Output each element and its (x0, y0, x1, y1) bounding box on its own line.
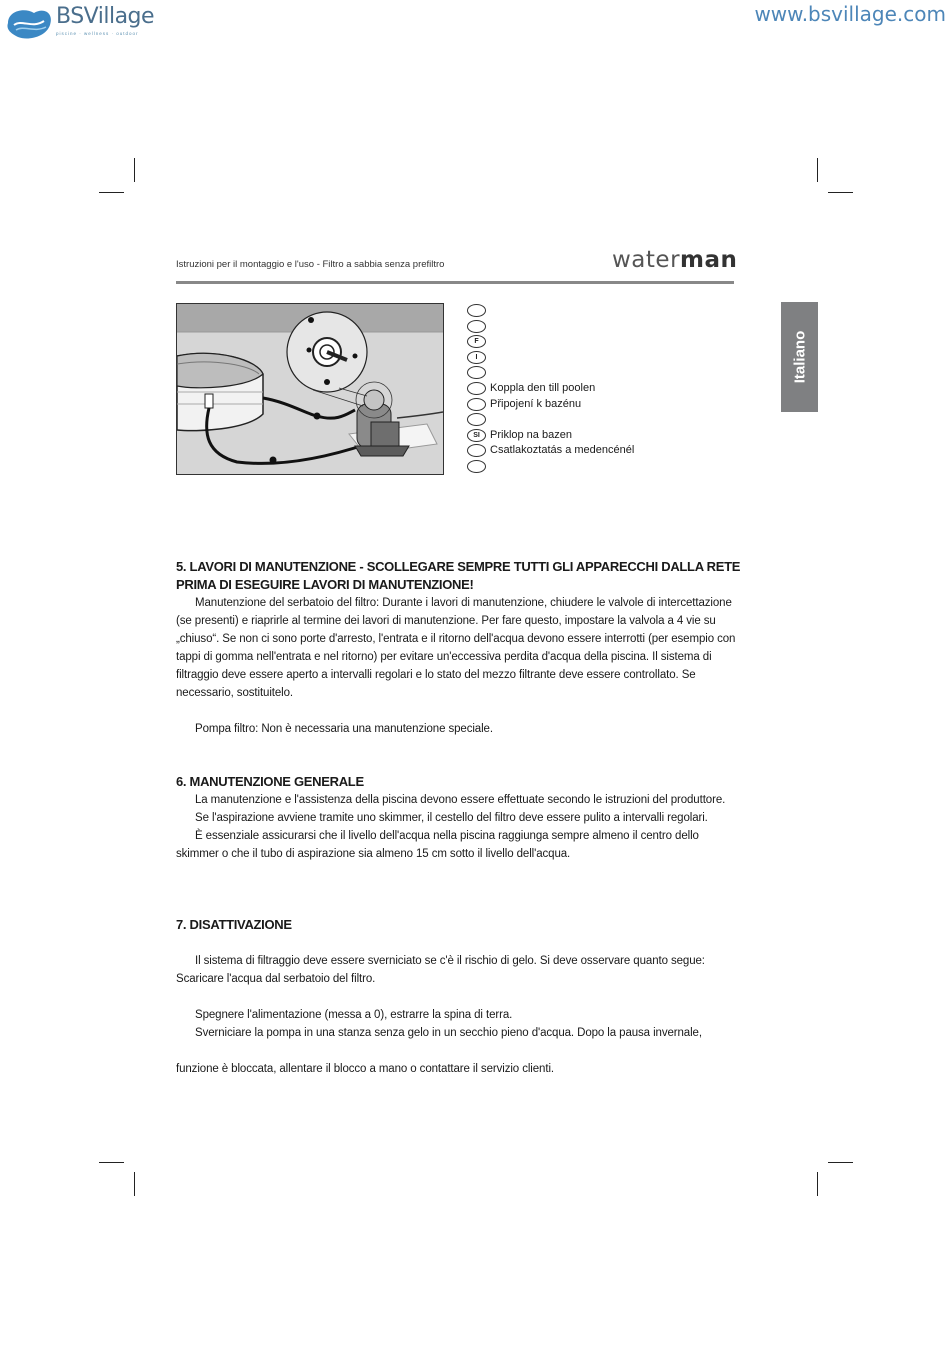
language-code-badge (467, 304, 486, 317)
crop-mark (828, 192, 853, 193)
language-label: Italiano (791, 330, 808, 384)
language-code-badge (467, 382, 486, 395)
section-7-line-2: Spegnere l'alimentazione (messa a 0), estrarre la spina di terra. (195, 1009, 513, 1021)
crop-mark (99, 1162, 124, 1163)
crop-mark (134, 158, 135, 182)
legend-text: Připojení k bazénu (490, 397, 582, 410)
language-code-badge (467, 460, 486, 473)
legend-text: Priklop na bazen (490, 428, 572, 441)
bsvillage-logo-name: BSVillage (56, 4, 155, 29)
document-header-title: Istruzioni per il montaggio e l'uso - Filtro a sabbia senza prefiltro (176, 259, 445, 270)
language-code-badge (467, 320, 486, 333)
section-6-title: 6. MANUTENZIONE GENERALE (176, 774, 364, 789)
section-6-line-3: È essenziale assicurarsi che il livello dell'acqua nella piscina raggiunga sempre almeno il centro dello skimmer o che il tubo di aspirazione sia almeno 15 cm sotto il livello dell'acqua. (176, 830, 699, 860)
language-code-badge: I (467, 351, 486, 364)
section-7-line-3: Sverniciare la pompa in una stanza senza gelo in un secchio pieno d'acqua. Dopo la pausa invernale, (195, 1027, 702, 1039)
crop-mark (817, 158, 818, 182)
brand-bold-text: man (680, 247, 738, 273)
brand-light-text: water (612, 247, 681, 273)
section-7-line-4: funzione è bloccata, allentare il blocco a mano o contattare il servizio clienti. (176, 1063, 554, 1075)
section-5-paragraph-2: Pompa filtro: Non è necessaria una manutenzione speciale. (195, 723, 493, 735)
language-code-badge (467, 444, 486, 457)
section-6-line-2: Se l'aspirazione avviene tramite uno skimmer, il cestello del filtro deve essere pulito a intervalli regolari. (195, 812, 708, 824)
section-6-line-1: La manutenzione e l'assistenza della piscina devono essere effettuate secondo le istruzioni del produttore. (195, 794, 726, 806)
header-divider (176, 281, 734, 284)
section-7-title: 7. DISATTIVAZIONE (176, 917, 292, 932)
language-code-badge: F (467, 335, 486, 348)
waterman-brand-logo (612, 247, 737, 273)
section-5-paragraph-1: Manutenzione del serbatoio del filtro: Durante i lavori di manutenzione, chiudere le valvole di intercettazione (se presenti) e riaprirle al termine dei lavori di manutenzione. Per fare questo, impostare la valvola a 4 vie su „chiuso“. Se non ci sono porte d'arresto, l'entrata e il ritorno dell'acqua devono essere interrotti (per esempio con tappi di gomma nell'entrata e nel ritorno) per evitare un'eccessiva perdita d'acqua della piscina. Il sistema di filtraggio deve essere aperto a intervalli regolari e lo stato del mezzo filtrante deve essere controllato. Se necessario, sostituitelo. (176, 597, 736, 699)
crop-mark (134, 1172, 135, 1196)
crop-mark (817, 1172, 818, 1196)
legend-text: Koppla den till poolen (490, 382, 596, 394)
section-5-title-line-1: 5. LAVORI DI MANUTENZIONE - SCOLLEGARE SEMPRE TUTTI GLI APPARECCHI DALLA RETE (176, 559, 741, 574)
language-code-badge (467, 366, 486, 379)
crop-mark (99, 192, 124, 193)
crop-mark (828, 1162, 853, 1163)
language-side-tab (781, 302, 818, 412)
bsvillage-logo-tagline: piscine · wellness · outdoor (56, 31, 139, 36)
section-5-title-line-2: PRIMA DI ESEGUIRE LAVORI DI MANUTENZIONE! (176, 577, 474, 592)
site-url-link[interactable]: www.bsvillage.com (754, 2, 946, 26)
language-code-badge: SI (467, 429, 486, 442)
language-code-badge (467, 398, 486, 411)
legend-text: Csatlakoztatás a medencénél (490, 444, 635, 457)
pool-connection-illustration (176, 303, 444, 475)
section-7-paragraph-1: Il sistema di filtraggio deve essere sverniciato se c'è il rischio di gelo. Si deve osservare quanto segue: Scaricare l'acqua dal serbatoio del filtro. (176, 955, 705, 985)
language-code-badge (467, 413, 486, 426)
